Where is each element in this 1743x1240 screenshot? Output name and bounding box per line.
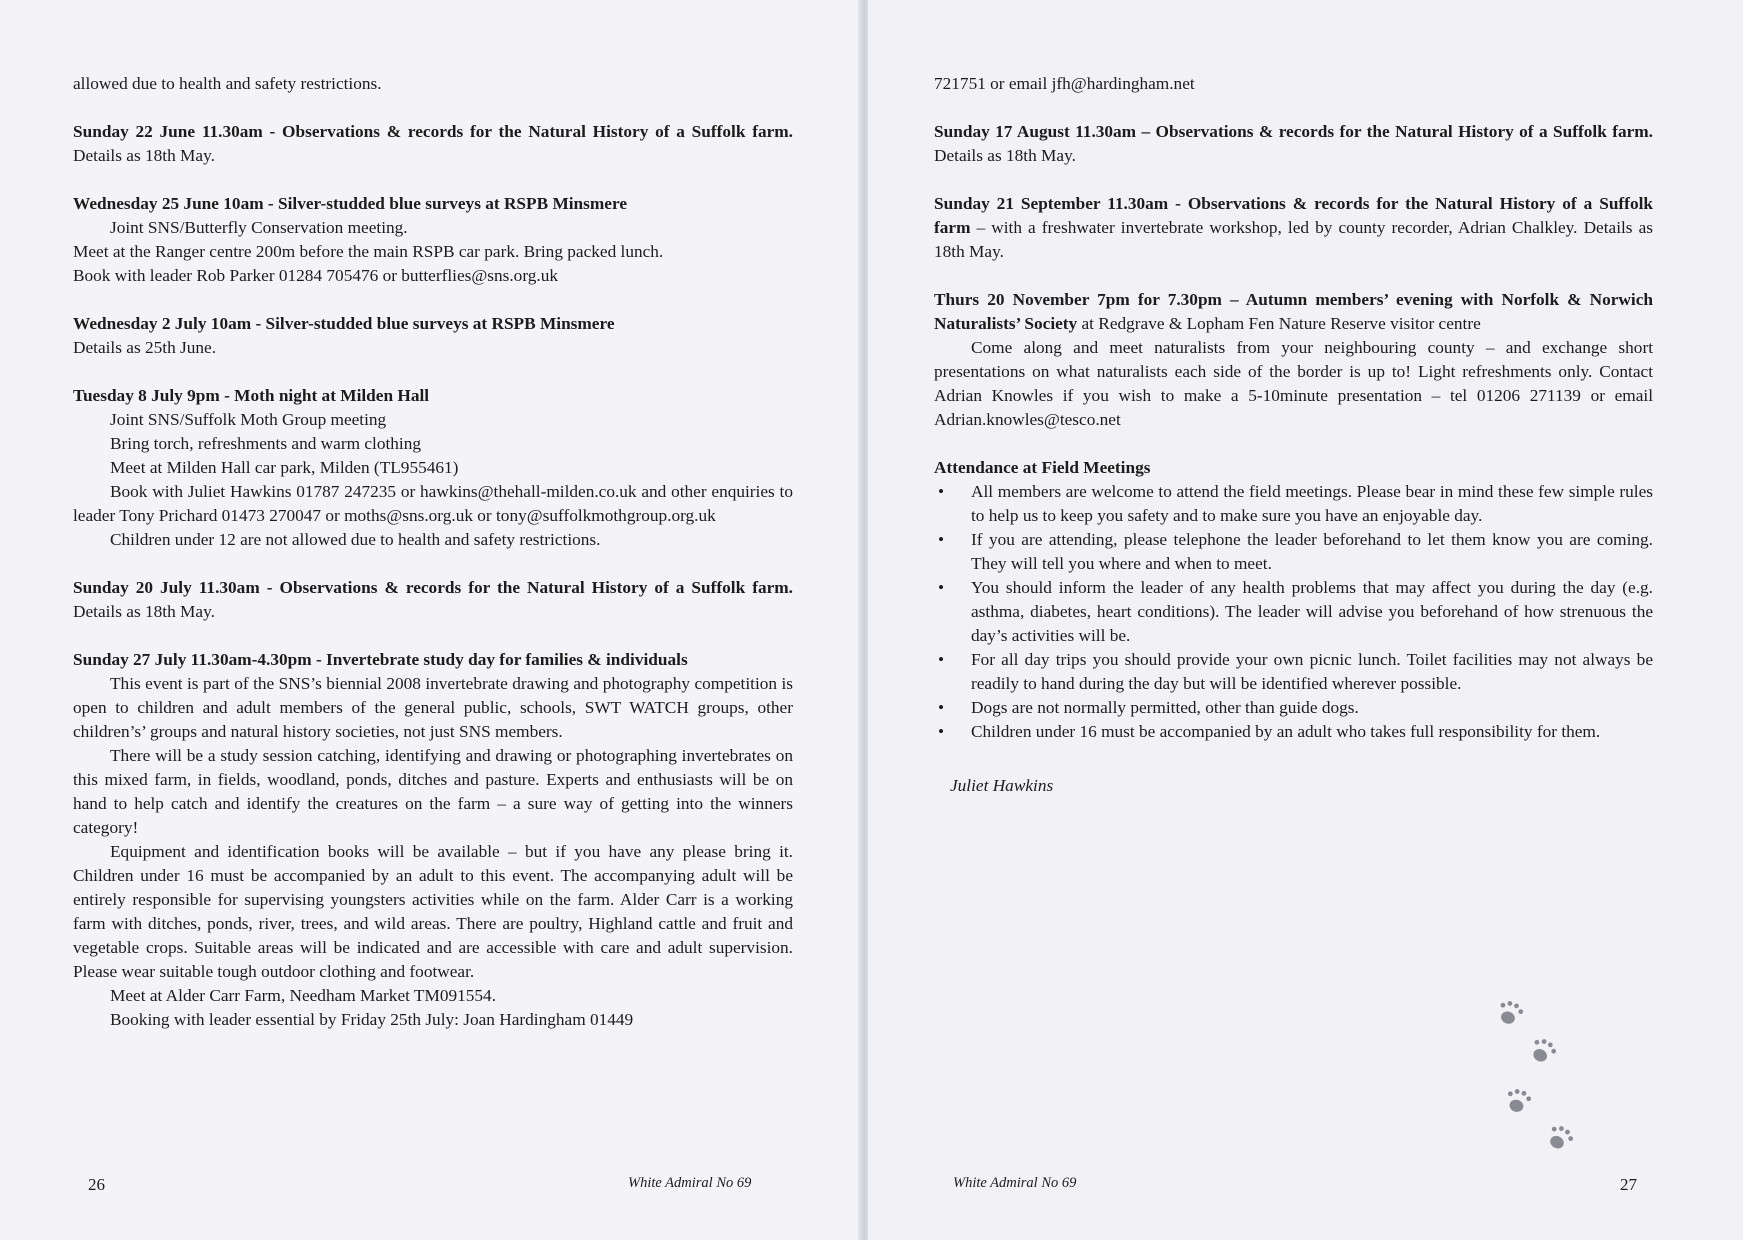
event-line: Joint SNS/Suffolk Moth Group meeting (110, 410, 387, 429)
event-wednesday-2-july (73, 312, 793, 360)
rule-text: If you are attending, please telephone the leader beforehand to let them know you are coming. They will tell you where and when to meet. (971, 530, 1653, 573)
page-number: 27 (1620, 1175, 1637, 1194)
signature: Juliet Hawkins (950, 776, 1054, 795)
bullet: • (938, 722, 945, 741)
paw-print-icon (1495, 998, 1525, 1027)
event-heading: Wednesday 25 June 10am - Silver-studded blue surveys at RSPB Minsmere (73, 194, 627, 213)
event-line: Meet at Milden Hall car park, Milden (TL955461) (110, 458, 459, 477)
page-26 (0, 0, 862, 1240)
rule-text: Children under 16 must be accompanied by an adult who takes full responsibility for them. (971, 722, 1601, 741)
page-number: 26 (88, 1175, 105, 1194)
continuation-text: allowed due to health and safety restrictions. (73, 74, 382, 93)
bullet: • (938, 482, 945, 501)
event-heading: Sunday 27 July 11.30am-4.30pm - Invertebrate study day for families & individuals (73, 650, 688, 669)
event-line: Book with leader Rob Parker 01284 705476 or butterflies@sns.org.uk (73, 266, 559, 285)
event-heading: Tuesday 8 July 9pm - Moth night at Milden Hall (73, 386, 430, 405)
attendance-heading: Attendance at Field Meetings (934, 458, 1151, 477)
rule-text: All members are welcome to attend the field meetings. Please bear in mind these few simple rules to help us to keep you safety and to make sure you have an enjoyable day. (971, 482, 1653, 525)
paw-prints-icon (868, 0, 1743, 1240)
event-sunday-27-july (73, 648, 793, 1032)
event-details: Details as 18th May. (73, 602, 215, 621)
bullet: • (938, 530, 945, 549)
event-line: Details as 25th June. (73, 338, 217, 357)
event-line: Children under 12 are not allowed due to health and safety restrictions. (110, 530, 601, 549)
page-27 (868, 0, 1743, 1240)
event-details: Details as 18th May. (934, 146, 1076, 165)
event-heading: Sunday 22 June 11.30am - Observations & records for the Natural History of a Suffolk farm. (73, 122, 793, 141)
bullet: • (938, 578, 945, 597)
continuation-text: 721751 or email jfh@hardingham.net (934, 74, 1195, 93)
bullet: • (938, 650, 945, 669)
paw-print-icon (1544, 1122, 1576, 1153)
event-tuesday-8-july (73, 384, 793, 552)
left-column (73, 72, 793, 1032)
event-heading: Sunday 20 July 11.30am - Observations & records for the Natural History of a Suffolk farm. (73, 578, 793, 597)
rule-text: Dogs are not normally permitted, other than guide dogs. (971, 698, 1359, 717)
event-sunday-20-july (73, 576, 793, 624)
event-paragraph: Equipment and identification books will be available – but if you have any please bring it. Children under 16 must be accompanied by an adult to this event. The accompanying adult will be entirely responsible for supervising youngsters activities while on the farm. Alder Carr is a working farm with ditches, ponds, river, trees, and wild areas. There are poultry, Highland cattle and fruit and vegetable crops. Suitable areas will be indicated and are accessible with care and adult supervision. Please wear suitable tough outdoor clothing and footwear. (73, 842, 793, 981)
footer-title: White Admiral No 69 (953, 1175, 1077, 1191)
event-details: Details as 18th May. (73, 146, 215, 165)
event-heading: Thurs 20 November 7pm for 7.30pm – Autumn members’ evening with Norfolk & Norwich Naturalists’ Society (934, 290, 1653, 333)
event-heading: Sunday 21 September 11.30am - Observations & records for the Natural History of a Suffolk farm (934, 194, 1653, 237)
bullet: • (938, 698, 945, 717)
event-heading: Sunday 17 August 11.30am – Observations & records for the Natural History of a Suffolk farm. (934, 122, 1653, 141)
paw-print-icon (1504, 1087, 1533, 1115)
event-paragraph: This event is part of the SNS’s biennial 2008 invertebrate drawing and photography competition is open to children and adult members of the general public, schools, SWT WATCH groups, other children’s’ groups and natural history societies, not just SNS members. (73, 674, 793, 741)
event-wednesday-25-june (73, 192, 793, 288)
rule-text: You should inform the leader of any health problems that may affect you during the day (e.g. asthma, diabetes, heart conditions). The leader will advise you beforehand of how strenuous the day’s activities will be. (971, 578, 1653, 645)
event-sunday-22-june (73, 120, 793, 168)
event-paragraph: Meet at Alder Carr Farm, Needham Market TM091554. (110, 986, 497, 1005)
event-paragraph: Booking with leader essential by Friday 25th July: Joan Hardingham 01449 (110, 1010, 634, 1029)
event-paragraph: Come along and meet naturalists from your neighbouring county – and exchange short presentations on what naturalists each side of the border is up to! Light refreshments only. Contact Adrian Knowles if you wish to make a 5-10minute presentation – tel 01206 271139 or email Adrian.knowles@tesco.net (934, 338, 1653, 429)
event-details: – with a freshwater invertebrate workshop, led by county recorder, Adrian Chalkley. Details as 18th May. (934, 218, 1653, 261)
event-paragraph: There will be a study session catching, identifying and drawing or photographing invertebrates on this mixed farm, in fields, woodland, ponds, ditches and pasture. Experts and enthusiasts will be on hand to help catch and identify the creatures on the farm – a sure way of getting into the winners category! (73, 746, 793, 837)
event-heading: Wednesday 2 July 10am - Silver-studded blue surveys at RSPB Minsmere (73, 314, 615, 333)
event-details: at Redgrave & Lopham Fen Nature Reserve visitor centre (1077, 314, 1481, 333)
paw-print-icon (1527, 1035, 1559, 1066)
event-line: Joint SNS/Butterfly Conservation meeting. (110, 218, 408, 237)
event-line: Meet at the Ranger centre 200m before the main RSPB car park. Bring packed lunch. (73, 242, 664, 261)
event-line: Bring torch, refreshments and warm clothing (110, 434, 421, 453)
event-line: Book with Juliet Hawkins 01787 247235 or hawkins@thehall-milden.co.uk and other enquiries to leader Tony Prichard 01473 270047 or moths@sns.org.uk or tony@suffolkmothgroup.org.uk (73, 482, 793, 525)
rule-text: For all day trips you should provide your own picnic lunch. Toilet facilities may not always be readily to hand during the day but will be identified wherever possible. (971, 650, 1653, 693)
footer-title: White Admiral No 69 (628, 1175, 752, 1191)
